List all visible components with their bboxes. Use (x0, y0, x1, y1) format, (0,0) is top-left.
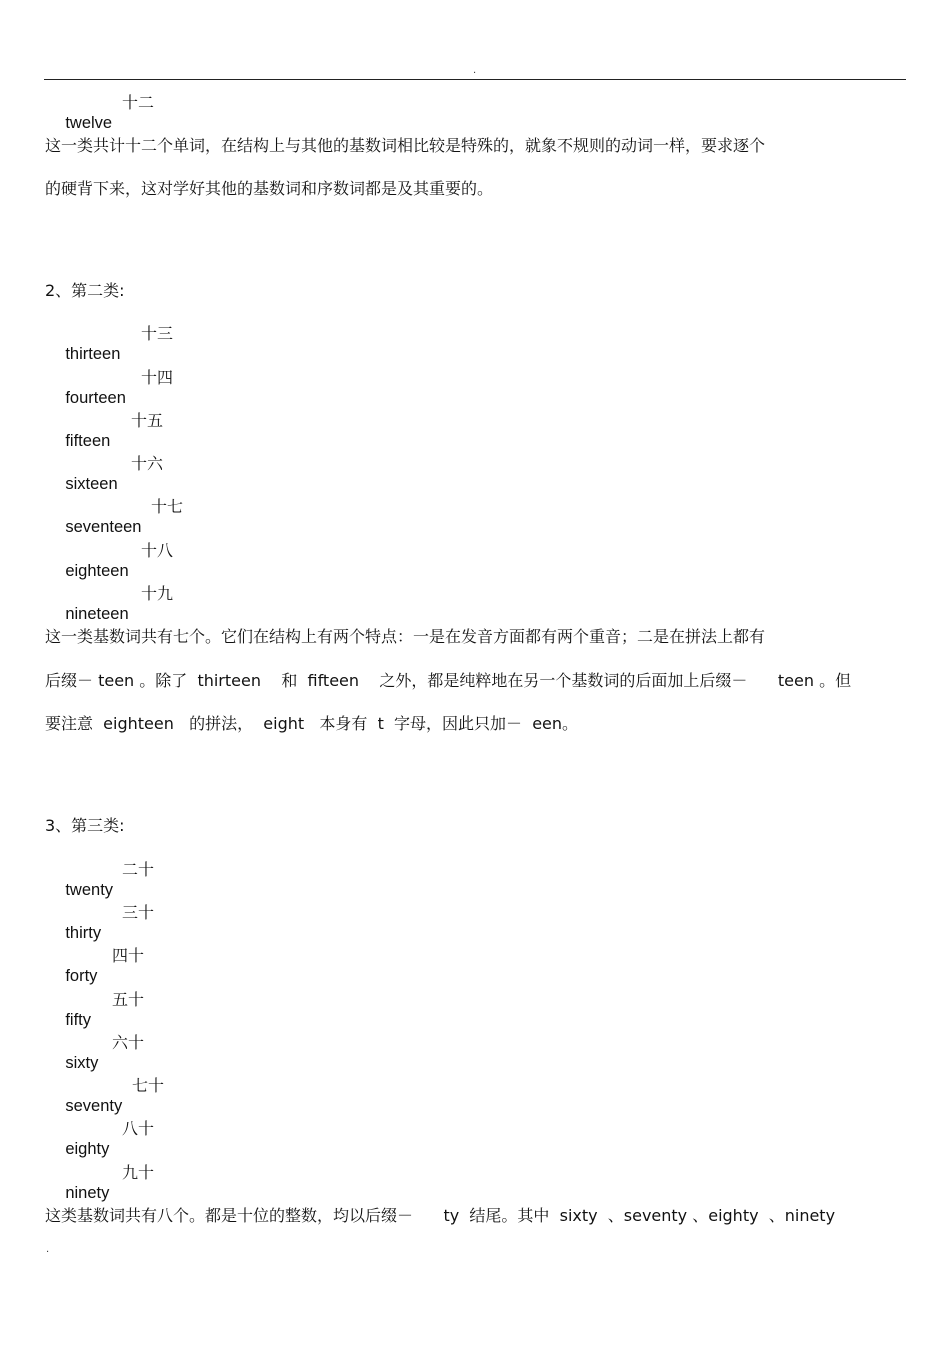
chinese-word: 十七 (151, 497, 184, 516)
paragraph-line: 的硬背下来，这对学好其他的基数词和序数词都是及其重要的。 (45, 179, 494, 198)
chinese-word: 十二 (122, 93, 155, 112)
english-word: sixteen (65, 475, 118, 493)
word-row-ninety (45, 1163, 155, 1243)
chinese-word: 十八 (141, 541, 174, 560)
english-word: thirty (65, 924, 102, 942)
chinese-word: 七十 (132, 1076, 165, 1095)
chinese-word: 十六 (131, 454, 164, 473)
english-word: twenty (65, 881, 114, 899)
english-word: nineteen (65, 605, 129, 623)
chinese-word: 八十 (122, 1119, 155, 1138)
english-word: eighteen (65, 562, 129, 580)
chinese-word: 六十 (112, 1033, 145, 1052)
word-row-twelve (45, 93, 155, 173)
section-heading: 3、第三类: (45, 816, 125, 835)
word-row-nineteen (45, 584, 174, 664)
header-rule (44, 79, 906, 80)
paragraph-line: 这类基数词共有八个。都是十位的整数，均以后缀－ ty 结尾。其中 sixty 、seventy 、eighty 、ninety (45, 1206, 836, 1225)
paragraph-line: 要注意 eighteen 的拼法， eight 本身有 t 字母，因此只加－ een。 (45, 714, 579, 733)
chinese-word: 十五 (131, 411, 164, 430)
chinese-word: 四十 (112, 946, 145, 965)
paragraph-line: 这一类基数词共有七个。它们在结构上有两个特点：一是在发音方面都有两个重音；二是在拼法上都有 (45, 627, 766, 646)
chinese-word: 五十 (112, 990, 145, 1009)
chinese-word: 十四 (141, 368, 174, 387)
english-word: seventy (65, 1097, 123, 1115)
english-word: forty (65, 967, 98, 985)
chinese-word: 二十 (122, 860, 155, 879)
english-word: seventeen (65, 518, 142, 536)
section-heading: 2、第二类: (45, 281, 125, 300)
english-word: sixty (65, 1054, 99, 1072)
paragraph-line: 这一类共计十二个单词，在结构上与其他的基数词相比较是特殊的，就象不规则的动词一样，要求逐个 (45, 136, 766, 155)
english-word: thirteen (65, 345, 121, 363)
paragraph-line: 后缀－ teen 。除了 thirteen 和 fifteen 之外，都是纯粹地在另一个基数词的后面加上后缀－ teen 。但 (45, 671, 852, 690)
chinese-word: 九十 (122, 1163, 155, 1182)
chinese-word: 十九 (141, 584, 174, 603)
header-dot: . (473, 65, 477, 76)
english-word: fifteen (65, 432, 111, 450)
english-word: twelve (65, 114, 113, 132)
footer-dot: . (46, 1244, 50, 1255)
chinese-word: 十三 (141, 324, 174, 343)
english-word: ninety (65, 1184, 110, 1202)
english-word: fourteen (65, 389, 126, 407)
chinese-word: 三十 (122, 903, 155, 922)
english-word: eighty (65, 1140, 110, 1158)
english-word: fifty (65, 1011, 92, 1029)
